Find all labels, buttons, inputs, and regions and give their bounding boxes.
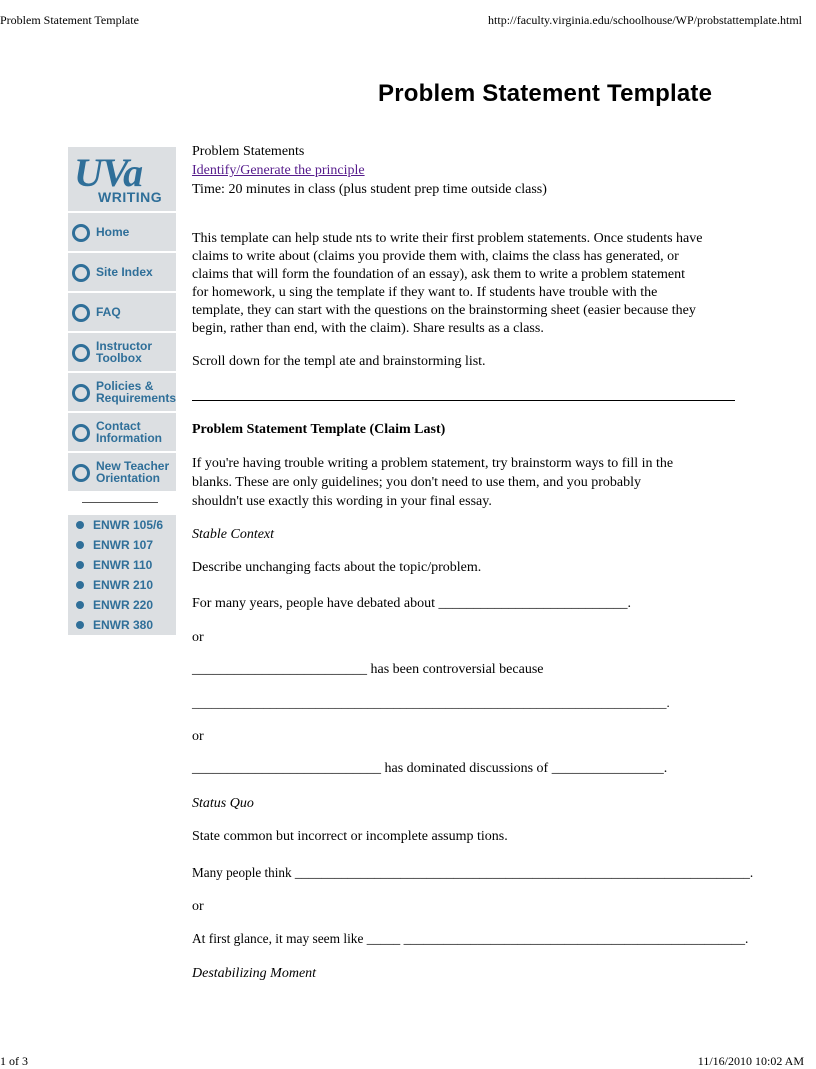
bullet-icon (76, 581, 84, 589)
bullet-icon (76, 621, 84, 629)
template-line: At first glance, it may seem like _____ ___________________________________________________. (192, 931, 749, 946)
banner-title: Problem Statement Template (378, 80, 713, 107)
principle-link[interactable]: Identify/Generate the principle (192, 163, 365, 178)
uva-writing-logo[interactable] (68, 147, 176, 213)
template-line: _________________________________________________________________________. (192, 695, 670, 710)
ring-icon (72, 224, 90, 242)
sidebar-item-label: Policies & Requirements (96, 379, 177, 405)
sidebar-item-new-teacher[interactable] (68, 453, 176, 493)
state-common-text: State common but incorrect or incomplete assump tions. (192, 829, 508, 844)
ring-icon (72, 384, 90, 402)
trouble-line: shouldn't use exactly this wording in your final essay. (192, 494, 492, 509)
template-heading: Problem Statement Template (Claim Last) (192, 422, 446, 437)
sidebar-course-enwr-105[interactable] (68, 515, 176, 535)
ring-icon (72, 264, 90, 282)
or-text: or (192, 729, 204, 744)
sidebar-course-enwr-107[interactable] (68, 535, 176, 555)
print-header-url: http://faculty.virginia.edu/schoolhouse/WP/probstattemplate.html (488, 13, 802, 27)
sidebar-item-instructor-toolbox[interactable] (68, 333, 176, 373)
intro-line: template, they can start with the questions on the brainstorming sheet (easier because they (192, 303, 696, 318)
trouble-line: blanks. These are only guidelines; you don't need to use them, and you probably (192, 475, 642, 490)
course-label: ENWR 380 (93, 618, 154, 632)
course-label: ENWR 210 (93, 578, 154, 592)
logo-uva-text: UVa (74, 150, 143, 195)
trouble-line: If you're having trouble writing a problem statement, try brainstorm ways to fill in the (192, 456, 674, 471)
course-label: ENWR 107 (93, 538, 154, 552)
intro-line: This template can help stude nts to write their first problem statements. Once students have (192, 231, 703, 246)
ring-icon (72, 424, 90, 442)
print-header-title: Problem Statement Template (0, 13, 139, 27)
sidebar-course-enwr-220[interactable] (68, 595, 176, 615)
intro-line: claims to write about (claims you provide them with, claims the class has generated, or (192, 249, 679, 264)
time-note: Time: 20 minutes in class (plus student prep time outside class) (192, 182, 547, 197)
section-heading: Problem Statements (192, 144, 305, 159)
sidebar-item-contact[interactable] (68, 413, 176, 453)
ring-icon (72, 464, 90, 482)
sidebar-item-label: FAQ (96, 305, 121, 319)
horizontal-rule (192, 400, 735, 401)
bullet-icon (76, 601, 84, 609)
sidebar-item-label: Instructor Toolbox (96, 339, 153, 365)
destabilizing-heading: Destabilizing Moment (192, 966, 317, 981)
sidebar-item-label: Site Index (96, 265, 153, 279)
ring-icon (72, 304, 90, 322)
stable-context-heading: Stable Context (192, 527, 275, 542)
sidebar-item-site-index[interactable] (68, 253, 176, 293)
sidebar-item-label: New Teacher Orientation (96, 459, 170, 485)
course-label: ENWR 105/6 (93, 518, 164, 532)
bullet-icon (76, 541, 84, 549)
template-line: Many people think _____________________________________________________________________. (192, 865, 754, 880)
bullet-icon (76, 561, 84, 569)
sidebar-course-enwr-210[interactable] (68, 575, 176, 595)
sidebar-divider (82, 502, 158, 503)
or-text: or (192, 630, 204, 645)
sidebar-item-faq[interactable] (68, 293, 176, 333)
print-footer-timestamp: 11/16/2010 10:02 AM (697, 1054, 804, 1068)
intro-line: begin, rather than end, with the claim). Share results as a class. (192, 321, 544, 336)
bullet-icon (76, 521, 84, 529)
intro-line: claims that will form the foundation of an essay), ask them to write a problem statement (192, 267, 685, 282)
course-label: ENWR 220 (93, 598, 154, 612)
scroll-note: Scroll down for the templ ate and brainstorming list. (192, 354, 486, 369)
sidebar-item-label: Home (96, 225, 130, 239)
course-label: ENWR 110 (93, 558, 153, 572)
template-line: ___________________________ has dominated discussions of ________________. (192, 761, 668, 776)
sidebar-course-enwr-380[interactable] (68, 615, 176, 635)
print-footer-page: 1 of 3 (0, 1054, 28, 1068)
ring-icon (72, 344, 90, 362)
sidebar-nav (68, 147, 176, 635)
status-quo-heading: Status Quo (192, 796, 254, 811)
logo-writing-text: WRITING (98, 189, 163, 205)
sidebar-item-policies[interactable] (68, 373, 176, 413)
describe-text: Describe unchanging facts about the topic/problem. (192, 560, 482, 575)
sidebar-item-label: Contact Information (96, 419, 162, 445)
template-line: _________________________ has been controversial because (192, 662, 544, 677)
template-line: For many years, people have debated about ___________________________. (192, 596, 631, 611)
or-text: or (192, 899, 204, 914)
sidebar-item-home[interactable] (68, 213, 176, 253)
intro-line: for homework, u sing the template if they want to. If students have trouble with the (192, 285, 658, 300)
sidebar-course-enwr-110[interactable] (68, 555, 176, 575)
